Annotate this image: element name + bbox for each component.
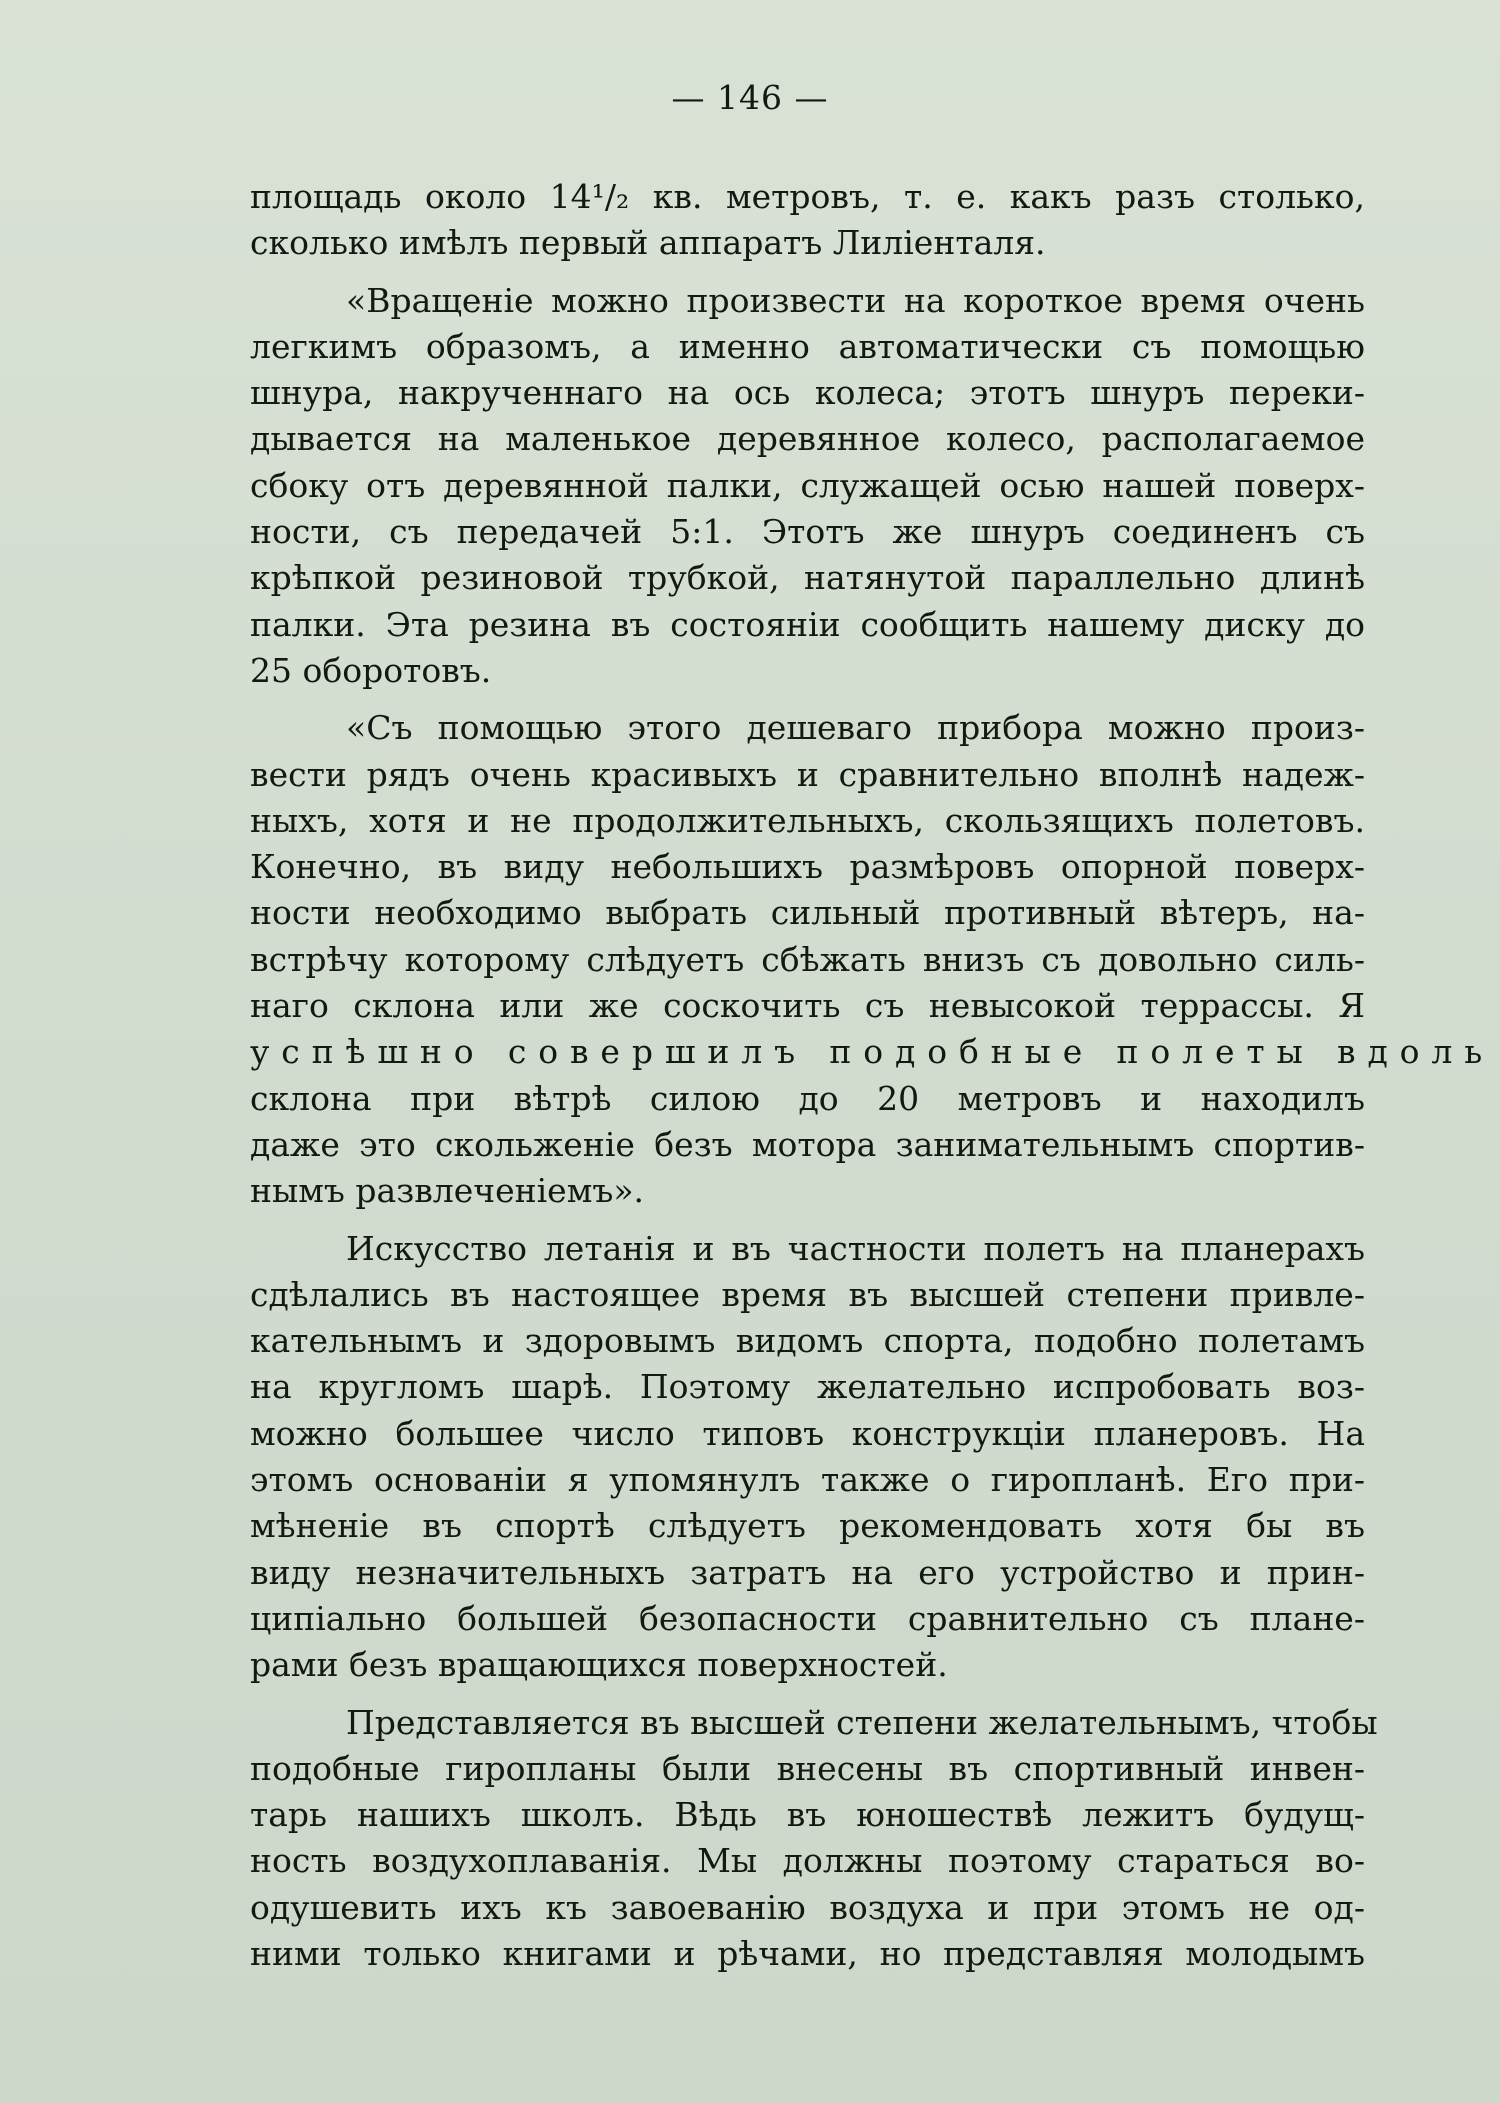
- text-line: можно большее число типовъ конструкціи планеровъ. На: [250, 1413, 1365, 1453]
- text-line: «Вращеніе можно произвести на короткое время очень: [346, 280, 1365, 320]
- text-line: нымъ развлеченіемъ».: [250, 1171, 645, 1211]
- text-line: ности необходимо выбрать сильный противный вѣтеръ, на-: [250, 893, 1365, 933]
- paragraph-1: [250, 174, 1365, 267]
- text-line: наго склона или же соскочить съ невысокой террассы. Я: [250, 986, 1365, 1026]
- text-line: ныхъ, хотя и не продолжительныхъ, скользящихъ полетовъ.: [250, 800, 1365, 840]
- text-line: виду незначительныхъ затратъ на его устройство и прин-: [250, 1552, 1365, 1592]
- text-line: ципіально большей безопасности сравнительно съ плане-: [250, 1598, 1365, 1638]
- text-line: Искусство летанія и въ частности полетъ на планерахъ: [346, 1228, 1365, 1268]
- paragraph-2: [250, 278, 1365, 695]
- paragraph-3: [250, 705, 1495, 1214]
- text-line: шнура, накрученнаго на ось колеса; этотъ шнуръ переки-: [250, 373, 1365, 413]
- text-line: одушевить ихъ къ завоеванію воздуха и при этомъ не од-: [250, 1887, 1365, 1927]
- paragraph-4: [250, 1226, 1365, 1689]
- text-line: на кругломъ шарѣ. Поэтому желательно испробовать воз-: [250, 1367, 1365, 1407]
- text-line: «Съ помощью этого дешеваго прибора можно произ-: [346, 708, 1365, 748]
- page-number: — 146 —: [671, 78, 829, 117]
- text-line: подобные гиропланы были внесены въ спортивный инвен-: [250, 1748, 1365, 1788]
- text-line: ними только книгами и рѣчами, но представляя молодымъ: [250, 1933, 1365, 1973]
- text-line-spaced: склона при вѣтрѣ силою до 20 метровъ и находилъ: [250, 1078, 1365, 1118]
- text-line: сдѣлались въ настоящее время въ высшей степени привле-: [250, 1274, 1365, 1314]
- text-line: сколько имѣлъ первый аппаратъ Лиліенталя.: [250, 223, 1046, 263]
- text-line: 25 оборотовъ.: [250, 650, 492, 690]
- text-line: дывается на маленькое деревянное колесо, располагаемое: [250, 419, 1365, 459]
- text-line: рами безъ вращающихся поверхностей.: [250, 1645, 948, 1685]
- text-line-spaced: успѣшно совершилъ подобные полеты вдоль: [250, 1032, 1495, 1072]
- text-line: площадь около 14¹/₂ кв. метровъ, т. е. какъ разъ столько,: [250, 177, 1365, 216]
- text-line: даже это скольженіе безъ мотора занимательнымъ спортив-: [250, 1124, 1365, 1164]
- text-line: Конечно, въ виду небольшихъ размѣровъ опорной поверх-: [250, 847, 1365, 887]
- text-line: крѣпкой резиновой трубкой, натянутой параллельно длинѣ: [250, 558, 1365, 598]
- text-line: мѣненіе въ спортѣ слѣдуетъ рекомендовать хотя бы въ: [250, 1506, 1365, 1546]
- text-line: легкимъ образомъ, а именно автоматически съ помощью: [250, 326, 1365, 366]
- text-line: вести рядъ очень красивыхъ и сравнительно вполнѣ надеж-: [250, 754, 1365, 794]
- body-text: [250, 174, 1495, 1977]
- text-line: этомъ основаніи я упомянулъ также о гиропланѣ. Его при-: [250, 1460, 1365, 1500]
- paragraph-5: [250, 1700, 1378, 1978]
- text-line: палки. Эта резина въ состояніи сообщить нашему диску до: [250, 604, 1365, 644]
- text-line: кательнымъ и здоровымъ видомъ спорта, подобно полетамъ: [250, 1321, 1365, 1361]
- text-line: ности, съ передачей 5:1. Этотъ же шнуръ соединенъ съ: [250, 512, 1365, 552]
- text-line: встрѣчу которому слѣдуетъ сбѣжать внизъ съ довольно силь-: [250, 939, 1365, 979]
- text-line: Представляется въ высшей степени желательнымъ, чтобы: [346, 1702, 1378, 1742]
- text-line: сбоку отъ деревянной палки, служащей осью нашей поверх-: [250, 465, 1365, 505]
- text-line: тарь нашихъ школъ. Вѣдь въ юношествѣ лежитъ будущ-: [250, 1795, 1365, 1835]
- text-line: ность воздухоплаванія. Мы должны поэтому стараться во-: [250, 1841, 1365, 1881]
